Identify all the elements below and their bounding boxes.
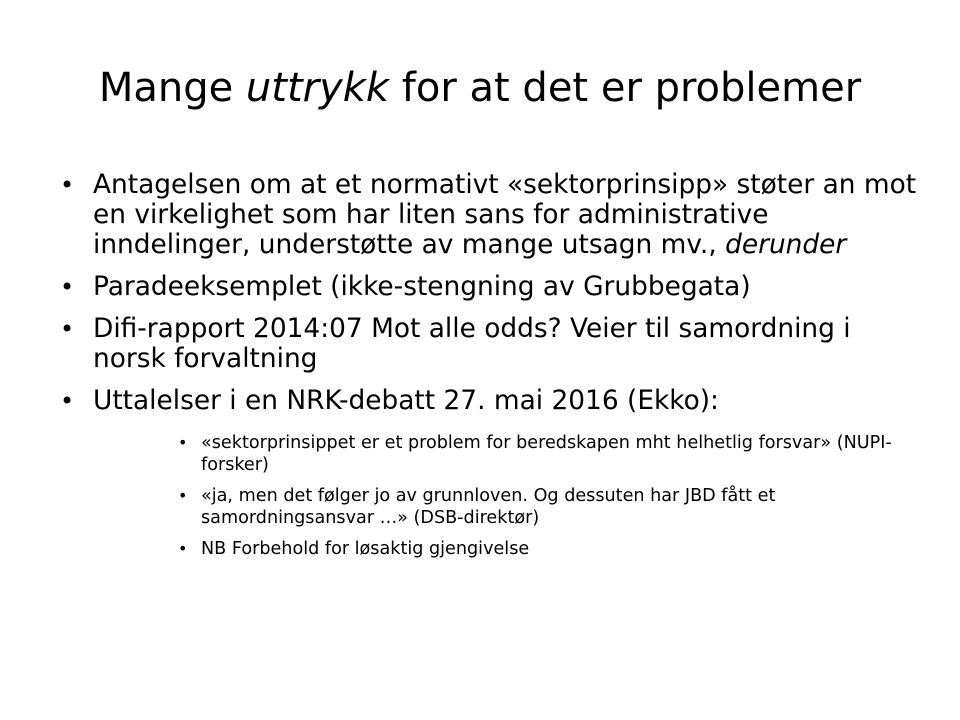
sub-bullet-icon: • (178, 539, 188, 558)
title-part-3: for at det er problemer (389, 65, 862, 111)
sub-bullet-text: «ja, men det følger jo av grunnloven. Og dessuten har JBD fått et samordningsansvar …» (DSB-direktør) (201, 486, 776, 528)
bullet-text: Antagelsen om at et normativt «sektorprinsipp» støter an mot en virkelighet som har liten sans for administrative inndelinger, understøtte av mange utsagn mv., (93, 169, 917, 260)
slide-title (0, 62, 960, 114)
sub-bullet-text: NB Forbehold for løsaktig gjengivelse (201, 539, 530, 559)
bullet-icon: • (60, 273, 75, 301)
bullet-text: Paradeeksemplet (ikke-stengning av Grubbegata) (93, 271, 751, 302)
bullet-icon: • (60, 171, 75, 199)
sub-bullet-text: «sektorprinsippet er et problem for beredskapen mht helhetlig forsvar» (NUPI-forsker) (201, 433, 892, 475)
bullet-item (60, 272, 920, 302)
bullet-icon: • (60, 387, 75, 415)
sub-bullet-item (178, 432, 920, 476)
sub-bullet-icon: • (178, 433, 188, 452)
title-italic-word: uttrykk (245, 65, 390, 111)
bullet-text: Uttalelser i en NRK-debatt 27. mai 2016 (Ekko): (93, 385, 719, 416)
sub-bullet-icon: • (178, 486, 188, 505)
bullet-item (60, 314, 920, 374)
sub-bullet-item (178, 485, 920, 529)
bullet-item (60, 386, 920, 416)
bullet-list (60, 170, 920, 569)
bullet-italic-text: derunder (725, 229, 847, 260)
sub-bullet-item (178, 538, 920, 560)
bullet-text: Difi-rapport 2014:07 Mot alle odds? Veier til samordning i norsk forvaltning (93, 313, 851, 374)
bullet-item (60, 170, 920, 260)
title-part-1: Mange (98, 65, 246, 111)
bullet-icon: • (60, 315, 75, 343)
